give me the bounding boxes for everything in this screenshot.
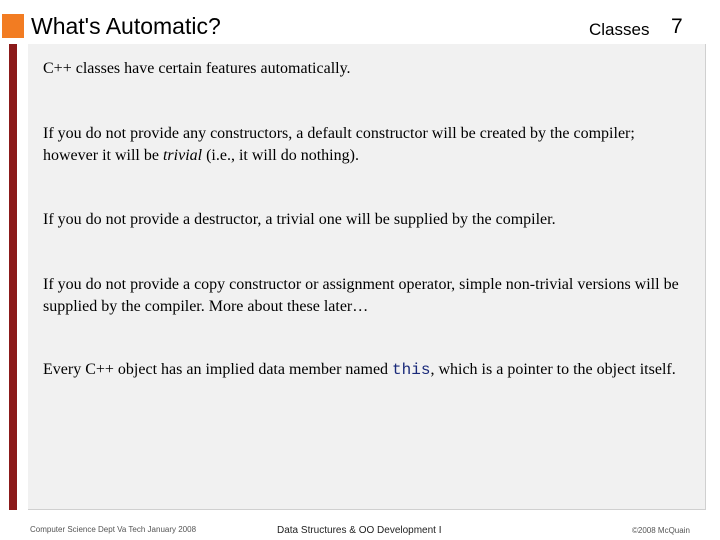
- accent-square: [2, 14, 24, 38]
- left-accent-bar: [9, 44, 17, 510]
- paragraph-default-constructor: [43, 123, 683, 167]
- footer-copyright: ©2008 McQuain: [632, 526, 690, 535]
- code-this: this: [392, 361, 431, 379]
- paragraph-text: Every C++ object has an implied data member named: [43, 361, 393, 378]
- page-number: 7: [671, 15, 683, 38]
- paragraph-copy-constructor: If you do not provide a copy constructor or assignment operator, simple non-trivial versions will be supplied by the compiler. More about these later…: [43, 276, 679, 315]
- footer-course: Data Structures & OO Development I: [277, 525, 442, 536]
- section-label: Classes: [589, 20, 650, 39]
- slide-title: What's Automatic?: [31, 13, 221, 39]
- paragraph-auto-features: C++ classes have certain features automatically.: [43, 60, 351, 77]
- paragraph-destructor: If you do not provide a destructor, a trivial one will be supplied by the compiler.: [43, 211, 556, 228]
- footer-department: Computer Science Dept Va Tech January 2008: [30, 525, 197, 534]
- paragraph-text: If you do not provide any constructors, a default constructor will be created by the compiler; however it will be: [43, 125, 635, 164]
- paragraph-this-pointer: [43, 359, 683, 381]
- emphasis-trivial: trivial: [162, 147, 203, 164]
- paragraph-text: (i.e., it will do nothing).: [202, 147, 359, 164]
- paragraph-text: , which is a pointer to the object itself.: [430, 361, 676, 378]
